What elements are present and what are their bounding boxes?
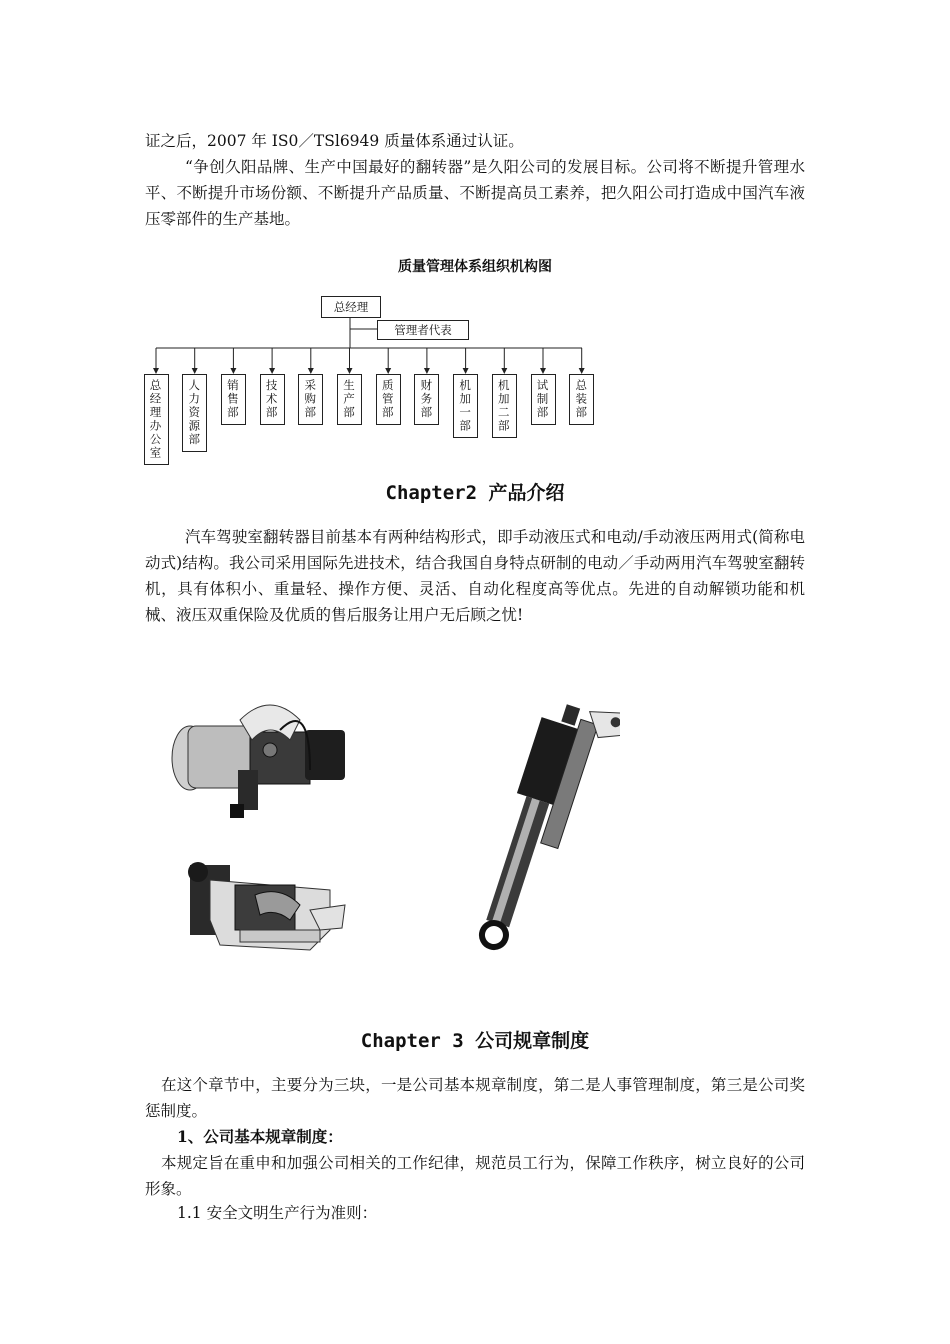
department-box: 财务部 [414, 374, 439, 425]
department-box: 质管部 [376, 374, 401, 425]
hydraulic-cylinder-image [469, 689, 620, 967]
general-manager-box: 总经理 [321, 296, 381, 318]
department-drops [153, 348, 585, 374]
department-box: 机加一部 [453, 374, 478, 438]
department-box: 机加二部 [492, 374, 517, 438]
department-box: 试制部 [531, 374, 556, 425]
department-box: 采购部 [298, 374, 323, 425]
department-box: 人力资源部 [182, 374, 207, 452]
motor-pump-image [172, 705, 345, 818]
department-box: 销售部 [221, 374, 246, 425]
chapter3-intro: 在这个章节中，主要分为三块，一是公司基本规章制度，第二是人事管理制度，第三是公司奖惩制度。 [145, 1076, 805, 1120]
management-representative-box: 管理者代表 [377, 320, 469, 340]
org-chart-title: 质量管理体系组织机构图 [398, 259, 552, 275]
intro-paragraph: “争创久阳品牌、生产中国最好的翻转器”是久阳公司的发展目标。公司将不断提升管理水平、不断提升市场份额、不断提升产品质量、不断提高员工素养，把久阳公司打造成中国汽车液压零部件的生产基地。 [145, 158, 805, 228]
chapter2-title: Chapter2 产品介绍 [385, 482, 565, 504]
department-box: 技术部 [260, 374, 285, 425]
chapter2-body: 汽车驾驶室翻转器目前基本有两种结构形式，即手动液压式和电动/手动液压两用式(简称电动式)结构。我公司采用国际先进技术，结合我国自身特点研制的电动／手动两用汽车驾驶室翻转机，具有体积小、重量轻、操作方便、灵活、自动化程度高等优点。先进的自动解锁功能和机械、液压双重保险及优质的售后服务让用户无后顾之忧! [145, 528, 805, 624]
subsection-heading: 1.1 安全文明生产行为准则： [177, 1204, 378, 1222]
intro-line: 证之后，2007 年 IS0／TSl6949 质量体系通过认证。 [145, 132, 524, 150]
chapter3-title: Chapter 3 公司规章制度 [360, 1030, 590, 1052]
cab-lock-image [188, 862, 345, 950]
section1-body: 本规定旨在重申和加强公司相关的工作纪律，规范员工行为，保障工作秩序，树立良好的公司形象。 [145, 1154, 805, 1198]
department-box: 生产部 [337, 374, 362, 425]
org-chart [145, 290, 605, 465]
department-box: 总装部 [569, 374, 594, 425]
section1-heading: 1、公司基本规章制度： [177, 1127, 343, 1146]
product-photos [160, 680, 620, 980]
department-box: 总经理办公室 [144, 374, 169, 465]
